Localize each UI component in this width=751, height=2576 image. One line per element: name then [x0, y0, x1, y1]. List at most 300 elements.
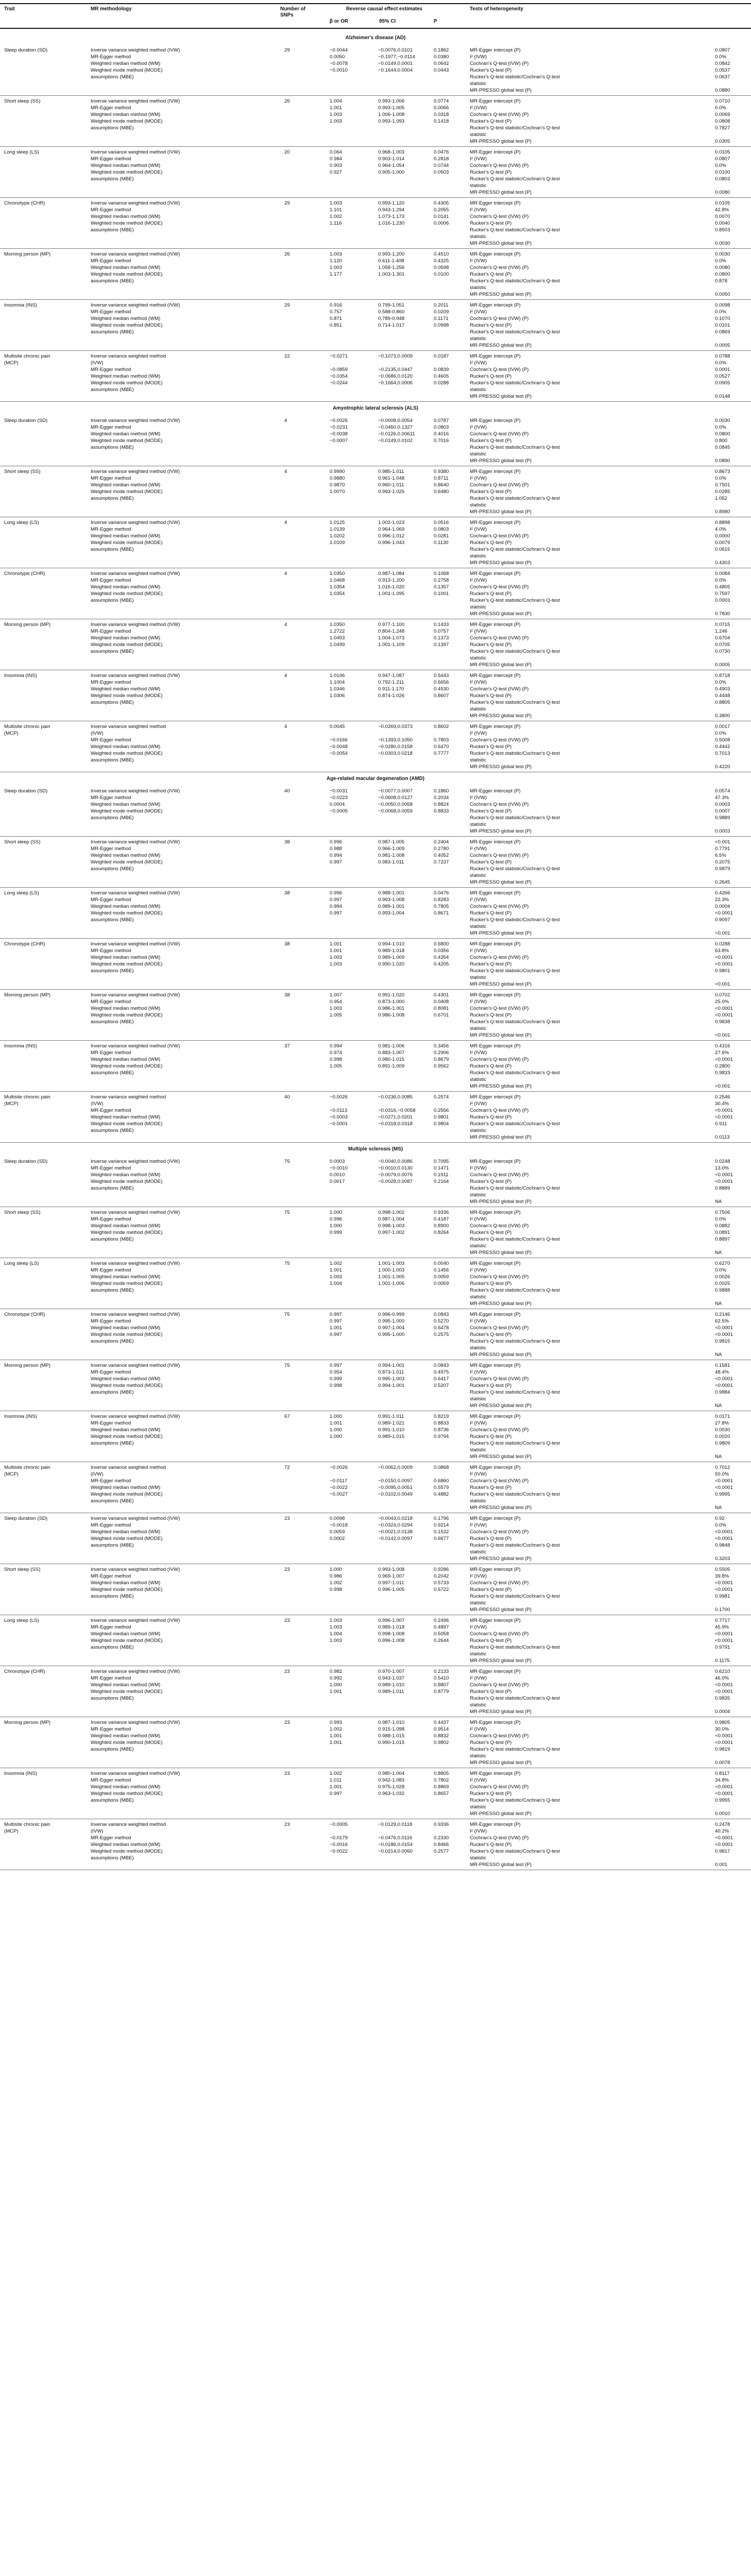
het-value: <0.0001: [715, 1835, 733, 1841]
beta-value: 1.005: [330, 1063, 343, 1069]
beta-value: 1.003: [330, 961, 343, 967]
p-value: 0.1456: [434, 1267, 449, 1273]
p-value: 0.0141: [434, 214, 449, 219]
het-label: I² (IVW): [470, 1216, 487, 1222]
het-label: I² (IVW): [470, 1675, 487, 1681]
het-label: MR-PRESSO global test (P): [470, 394, 532, 399]
het-value: 0.0020: [715, 1434, 730, 1439]
ci-value: 0.994-1.001: [378, 1363, 405, 1368]
het-value: 0.9879: [715, 866, 730, 872]
ci-value: −0.0271,0.0201: [378, 1114, 413, 1120]
col-header-ci: 95% CI: [379, 19, 396, 24]
ci-value: 0.996-1.043: [378, 540, 405, 546]
het-label: MR-PRESSO global test (P): [470, 560, 532, 566]
het-value: <0.0001: [715, 955, 733, 960]
het-value: 0.1700: [715, 1607, 730, 1613]
beta-value: −0.0054: [330, 751, 348, 756]
beta-value: 1.0306: [330, 693, 345, 699]
het-label: Rucker's Q-test (P): [470, 438, 512, 444]
het-value: <0.0001: [715, 1689, 733, 1694]
het-value: <0.0001: [715, 1006, 733, 1011]
method-label: MR-Egger method: [91, 897, 131, 903]
het-value: 0.6704: [715, 635, 730, 641]
beta-value: 1.001: [330, 1689, 343, 1694]
het-label: Cochran's Q-test (IVW) (P): [470, 316, 529, 321]
het-label: I² (IVW): [470, 1471, 487, 1477]
het-label: I² (IVW): [470, 1318, 487, 1324]
method-label: assumptions (MBE): [91, 1594, 134, 1599]
het-value: 0.7830: [715, 611, 730, 617]
trait-label: Morning person (MP): [4, 622, 51, 628]
ci-value: 0.991-1.011: [378, 1414, 404, 1419]
ci-value: 0.993-1.008: [378, 897, 405, 903]
het-label: Cochran's Q-test (IVW) (P): [470, 533, 529, 539]
het-label: Rucker's Q-test statistic/Cochran's Q-test: [470, 751, 560, 756]
method-label: assumptions (MBE): [91, 1440, 134, 1446]
ci-value: 0.988-1.015: [378, 1733, 405, 1739]
method-label: Inverse variance weighted method (IVW): [91, 571, 180, 577]
beta-value: −0.0026: [330, 1094, 348, 1100]
het-label: I² (IVW): [470, 1777, 487, 1783]
beta-value: 1.003: [330, 1274, 343, 1280]
ci-value: 0.883-1.007: [378, 1050, 405, 1056]
method-label: assumptions (MBE): [91, 278, 134, 284]
het-label: Rucker's Q-test statistic/Cochran's Q-test: [470, 445, 560, 450]
method-label: Inverse variance weighted method (IVW): [91, 469, 180, 474]
ci-value: 0.873-1.011: [378, 1369, 404, 1375]
ci-value: 0.997-1.011: [378, 1580, 404, 1586]
ci-value: 0.998-1.003: [378, 1223, 405, 1229]
het-label: MR-PRESSO global test (P): [470, 1607, 532, 1613]
block-divider: [0, 1091, 751, 1092]
method-label: Weighted median method (WM): [91, 431, 161, 437]
snp-count: 4: [284, 622, 287, 628]
het-label: MR-Egger intercept (P): [470, 1618, 521, 1623]
method-label: Inverse variance weighted method (IVW): [91, 1043, 180, 1049]
ci-value: 1.001-1.005: [378, 1274, 405, 1280]
ci-value: −0.0186,0.0154: [378, 1842, 413, 1848]
p-value: 0.8869: [434, 1784, 449, 1790]
het-value: <0.0001: [715, 1631, 733, 1637]
het-value: <0.001: [715, 1083, 730, 1089]
het-label: MR-Egger intercept (P): [470, 788, 521, 794]
method-label: assumptions (MBE): [91, 445, 134, 450]
p-value: 0.0757: [434, 629, 449, 634]
het-label: Rucker's Q-test (P): [470, 1485, 512, 1490]
het-value: <0.0001: [715, 1638, 733, 1643]
p-value: 0.2404: [434, 839, 449, 845]
het-label: statistic: [470, 1549, 486, 1555]
ci-value: −0.0043,0.0218: [378, 1516, 413, 1521]
beta-value: 1.000: [330, 1682, 343, 1688]
beta-value: −0.0001: [330, 1121, 348, 1127]
block-divider: [0, 401, 751, 402]
beta-value: 1.002: [330, 1261, 343, 1266]
het-label: MR-Egger intercept (P): [470, 520, 521, 526]
snp-count: 20: [284, 149, 290, 155]
het-value: 0.0%: [715, 476, 726, 481]
het-value: 0.0079: [715, 540, 730, 546]
het-label: I² (IVW): [470, 1267, 487, 1273]
het-value: 0.0171: [715, 1414, 730, 1419]
het-label: MR-PRESSO global test (P): [470, 879, 532, 885]
ci-value: 0.990-1.015: [378, 1740, 405, 1745]
beta-value: 0.998: [330, 1383, 343, 1388]
block-divider: [0, 197, 751, 198]
het-value: 0.0080: [715, 265, 730, 270]
p-value: 0.4301: [434, 992, 449, 998]
p-value: 0.6860: [434, 1478, 449, 1484]
beta-value: 0.986: [330, 1573, 343, 1579]
method-label: Weighted median method (WM): [91, 1057, 161, 1062]
ci-value: 0.998-1.002: [378, 1210, 405, 1215]
beta-value: 1.001: [330, 1325, 343, 1331]
block-divider: [0, 1142, 751, 1143]
het-label: MR-PRESSO global test (P): [470, 458, 532, 464]
beta-value: −0.0354: [330, 374, 348, 379]
het-label: Cochran's Q-test (IVW) (P): [470, 265, 529, 270]
method-label: Weighted median method (WM): [91, 1223, 161, 1229]
method-label: assumptions (MBE): [91, 1070, 134, 1076]
het-label: Rucker's Q-test statistic/Cochran's Q-test: [470, 1440, 560, 1446]
trait-label: Long sleep (LS): [4, 520, 39, 526]
het-label: Rucker's Q-test (P): [470, 1063, 512, 1069]
het-label: Rucker's Q-test statistic/Cochran's Q-test: [470, 547, 560, 552]
het-value: 0.0288: [715, 941, 730, 947]
beta-value: 0.999: [330, 1376, 343, 1382]
beta-value: −0.0117: [330, 1478, 348, 1484]
beta-value: 1.004: [330, 1631, 343, 1637]
method-label: assumptions (MBE): [91, 547, 134, 552]
method-label: assumptions (MBE): [91, 1855, 134, 1861]
method-label: Inverse variance weighted method (IVW): [91, 1261, 180, 1266]
beta-value: 0.0045: [330, 724, 345, 730]
het-label: Cochran's Q-test (IVW) (P): [470, 1529, 529, 1535]
method-label: Weighted mode method (MODE): [91, 380, 163, 386]
het-label: statistic: [470, 234, 486, 240]
het-label: MR-Egger intercept (P): [470, 1094, 521, 1100]
p-value: 0.2011: [434, 302, 449, 308]
trait-label: Sleep duration (SD): [4, 1516, 48, 1521]
het-value: 40.2%: [715, 1828, 729, 1834]
het-value: 0.4303: [715, 560, 730, 566]
beta-value: 1.0499: [330, 642, 345, 648]
p-value: 0.0443: [434, 67, 449, 73]
het-value: 0.0%: [715, 731, 726, 736]
beta-value: 1.001: [330, 1784, 343, 1790]
beta-value: −0.0859: [330, 367, 348, 372]
het-value: 0.0905: [715, 380, 730, 386]
ci-value: 0.804-1.248: [378, 629, 405, 634]
het-value: 22.3%: [715, 897, 729, 903]
beta-value: 1.116: [330, 221, 342, 226]
p-value: 0.4325: [434, 258, 449, 264]
het-label: Rucker's Q-test statistic/Cochran's Q-test: [470, 1287, 560, 1293]
p-value: 0.0476: [434, 890, 449, 896]
het-value: <0.001: [715, 981, 730, 987]
p-value: 0.4052: [434, 853, 449, 858]
het-label: Rucker's Q-test statistic/Cochran's Q-test: [470, 1747, 560, 1752]
het-label: Rucker's Q-test statistic/Cochran's Q-test: [470, 1594, 560, 1599]
ci-value: 1.003-1.301: [378, 272, 405, 277]
het-value: 0.2075: [715, 859, 730, 865]
p-value: 0.9562: [434, 1063, 449, 1069]
trait-label: Insomnia (INS): [4, 1771, 37, 1776]
ci-value: −0.0028,0.0087: [378, 1179, 413, 1184]
het-label: MR-PRESSO global test (P): [470, 713, 532, 719]
method-label: Weighted mode method (MODE): [91, 1012, 163, 1018]
trait-label: Insomnia (INS): [4, 1043, 37, 1049]
ci-value: 0.943-1.037: [378, 1675, 405, 1681]
ci-value: 0.993-1.008: [378, 1567, 405, 1572]
p-value: 0.2577: [434, 1849, 449, 1854]
het-label: Rucker's Q-test statistic/Cochran's Q-test: [470, 1849, 560, 1854]
ci-value: 0.993-1.120: [378, 200, 405, 206]
snp-count: 4: [284, 418, 287, 423]
method-label: Weighted mode method (MODE): [91, 438, 163, 444]
het-label: Rucker's Q-test (P): [470, 374, 512, 379]
method-label: Weighted mode method (MODE): [91, 67, 163, 73]
method-label: Inverse variance weighted method (IVW): [91, 1669, 180, 1674]
trait-label: (MCP): [4, 360, 19, 366]
het-label: Cochran's Q-test (IVW) (P): [470, 1682, 529, 1688]
het-label: Rucker's Q-test statistic/Cochran's Q-test: [470, 74, 560, 80]
p-value: 0.0408: [434, 999, 449, 1005]
p-value: 0.1911: [434, 1172, 449, 1178]
het-value: <0.0001: [715, 910, 733, 916]
het-label: Rucker's Q-test (P): [470, 642, 512, 648]
het-label: Rucker's Q-test statistic/Cochran's Q-test: [470, 598, 560, 603]
method-label: Weighted mode method (MODE): [91, 1689, 163, 1694]
het-value: 0.0030: [715, 241, 730, 246]
het-value: 0.0730: [715, 649, 730, 654]
het-label: statistic: [470, 1753, 486, 1759]
het-label: Rucker's Q-test statistic/Cochran's Q-test: [470, 496, 560, 501]
ci-value: −0.1073,0.0009: [378, 353, 413, 359]
method-label: (IVW): [91, 731, 104, 736]
method-label: Inverse variance weighted method (IVW): [91, 941, 180, 947]
het-value: 0.0891: [715, 1230, 730, 1235]
het-value: 0.9819: [715, 1747, 730, 1752]
p-value: 0.4510: [434, 251, 449, 257]
ci-value: 0.995-1.000: [378, 1318, 405, 1324]
het-value: NA: [715, 1505, 722, 1511]
het-label: Rucker's Q-test (P): [470, 1434, 512, 1439]
snp-count: 29: [284, 200, 290, 206]
trait-label: Short sleep (SS): [4, 839, 41, 845]
het-label: MR-Egger intercept (P): [470, 302, 521, 308]
beta-value: 0.9870: [330, 482, 345, 488]
het-label: Rucker's Q-test statistic/Cochran's Q-test: [470, 1645, 560, 1650]
het-label: Cochran's Q-test (IVW) (P): [470, 1835, 529, 1841]
ci-value: −0.0021,0.0138: [378, 1529, 413, 1535]
trait-label: Chronotype (CHR): [4, 1312, 45, 1317]
snp-count: 26: [284, 98, 290, 104]
method-label: MR-Egger method: [91, 1726, 131, 1732]
col-header-trait: Trait: [4, 6, 15, 12]
snp-count: 67: [284, 1414, 290, 1419]
ci-value: 0.799-1.051: [378, 302, 405, 308]
method-label: Weighted mode method (MODE): [91, 693, 163, 699]
method-label: (IVW): [91, 360, 104, 366]
het-label: Rucker's Q-test statistic/Cochran's Q-test: [470, 1070, 560, 1076]
p-value: 0.9380: [434, 469, 449, 474]
het-label: statistic: [470, 1804, 486, 1810]
p-value: 0.1860: [434, 788, 449, 794]
ci-value: 0.975-1.028: [378, 1784, 405, 1790]
beta-value: 1.003: [330, 1006, 343, 1011]
beta-value: 0.0017: [330, 1179, 345, 1184]
het-label: statistic: [470, 1077, 486, 1082]
het-label: Rucker's Q-test (P): [470, 1012, 512, 1018]
method-label: Weighted median method (WM): [91, 482, 161, 488]
beta-value: 1.003: [330, 1638, 343, 1643]
het-label: Cochran's Q-test (IVW) (P): [470, 1376, 529, 1382]
method-label: Weighted median method (WM): [91, 904, 161, 909]
het-label: statistic: [470, 1345, 486, 1351]
het-value: <0.0001: [715, 1057, 733, 1062]
het-value: 0.8503: [715, 227, 730, 233]
p-value: 0.1171: [434, 316, 449, 321]
het-value: <0.0001: [715, 1682, 733, 1688]
ci-value: −0.0476,0.0116: [378, 1835, 413, 1841]
het-label: Rucker's Q-test (P): [470, 221, 512, 226]
ci-value: 0.996-0.999: [378, 1312, 405, 1317]
method-label: MR-Egger method: [91, 1050, 131, 1056]
het-value: 0.0050: [715, 292, 730, 297]
het-value: 0.0880: [715, 88, 730, 93]
ci-value: −0.0040,0.0086: [378, 1159, 413, 1164]
het-label: I² (IVW): [470, 578, 487, 583]
het-value: 0.0305: [715, 139, 730, 144]
beta-value: −0.0038: [330, 431, 348, 437]
het-value: 0.0%: [715, 1216, 726, 1222]
method-label: MR-Egger method: [91, 309, 131, 315]
beta-value: −0.0007: [330, 438, 348, 444]
het-value: 0.7013: [715, 751, 730, 756]
het-value: 0.4220: [715, 764, 730, 770]
beta-value: 1.000: [330, 1427, 343, 1433]
trait-label: Insomnia (INS): [4, 673, 37, 679]
ci-value: 0.980-1.015: [378, 1057, 405, 1062]
ci-value: 0.969-1.007: [378, 1573, 405, 1579]
ci-value: 0.988-1.001: [378, 890, 405, 896]
method-label: assumptions (MBE): [91, 387, 134, 393]
het-label: Cochran's Q-test (IVW) (P): [470, 1427, 529, 1433]
method-label: assumptions (MBE): [91, 598, 134, 603]
beta-value: 0.997: [330, 1791, 343, 1797]
p-value: 0.9802: [434, 1740, 449, 1745]
ci-value: −0.0280,0.0158: [378, 744, 413, 750]
ci-value: 1.073-1.173: [378, 214, 405, 219]
het-label: MR-Egger intercept (P): [470, 1516, 521, 1521]
method-label: Weighted mode method (MODE): [91, 859, 163, 865]
beta-value: −0.0231: [330, 425, 348, 430]
het-value: 0.1175: [715, 1658, 730, 1664]
het-value: 0.0842: [715, 61, 730, 66]
p-value: 0.2034: [434, 795, 449, 801]
method-label: MR-Egger method: [91, 258, 131, 264]
beta-value: 0.982: [330, 1669, 343, 1674]
p-value: 0.1130: [434, 540, 449, 546]
het-value: 0.8889: [715, 1185, 730, 1191]
beta-value: 1.003: [330, 1618, 343, 1623]
ci-value: −0.0076,0.0101: [378, 47, 413, 53]
p-value: 0.5733: [434, 1580, 449, 1586]
col-header-heterogeneity: Tests of heterogeneity: [470, 6, 523, 12]
het-label: Rucker's Q-test (P): [470, 272, 512, 277]
p-value: 0.8736: [434, 1427, 449, 1433]
het-label: statistic: [470, 1243, 486, 1249]
beta-value: 1.001: [330, 1267, 343, 1273]
ci-value: −0.0126,0.00611: [378, 431, 415, 437]
het-label: MR-PRESSO global test (P): [470, 509, 532, 515]
p-value: 0.7805: [434, 904, 449, 909]
block-divider: [0, 938, 751, 939]
method-label: Weighted mode method (MODE): [91, 170, 163, 175]
p-value: 0.2644: [434, 1638, 449, 1643]
het-label: statistic: [470, 1498, 486, 1504]
p-value: 0.2906: [434, 1050, 449, 1056]
ci-value: 0.987-1.005: [378, 839, 405, 845]
het-value: NA: [715, 1352, 722, 1358]
het-value: 0.7791: [715, 846, 730, 852]
trait-label: Short sleep (SS): [4, 1210, 41, 1215]
het-value: 0.0537: [715, 67, 730, 73]
method-label: Weighted median method (WM): [91, 955, 161, 960]
ci-value: −0.0318,0.0318: [378, 1121, 413, 1127]
p-value: 0.0380: [434, 54, 449, 60]
p-value: 0.0516: [434, 520, 449, 526]
ci-value: 0.994-1.010: [378, 941, 405, 947]
het-label: MR-Egger intercept (P): [470, 890, 521, 896]
het-label: Cochran's Q-test (IVW) (P): [470, 635, 529, 641]
beta-value: 1.007: [330, 992, 343, 998]
het-label: MR-Egger intercept (P): [470, 1414, 521, 1419]
col-header-p: P: [434, 19, 437, 24]
beta-value: 1.002: [330, 1726, 343, 1732]
beta-value: −0.0026: [330, 1465, 348, 1470]
het-label: MR-Egger intercept (P): [470, 1720, 521, 1725]
beta-value: 1.002: [330, 214, 343, 219]
method-label: assumptions (MBE): [91, 700, 134, 705]
het-value: 0.0%: [715, 258, 726, 264]
method-label: Weighted mode method (MODE): [91, 1536, 163, 1541]
beta-value: 0.994: [330, 904, 343, 909]
beta-value: 1.0146: [330, 673, 345, 679]
het-value: <0.0001: [715, 1325, 733, 1331]
het-value: 0.0715: [715, 622, 730, 628]
snp-count: 23: [284, 1618, 290, 1623]
method-label: Weighted mode method (MODE): [91, 751, 163, 756]
het-label: MR-Egger intercept (P): [470, 622, 521, 628]
het-value: 0.7012: [715, 1465, 730, 1470]
het-value: 0.0845: [715, 445, 730, 450]
ci-value: 0.987-1.084: [378, 571, 405, 577]
p-value: 0.4016: [434, 431, 449, 437]
beta-value: 1.000: [330, 1210, 343, 1215]
method-label: Inverse variance weighted method (IVW): [91, 1363, 180, 1368]
p-value: 0.2780: [434, 846, 449, 852]
ci-value: −0.0142,0.0097: [378, 1536, 413, 1541]
beta-value: −0.0223: [330, 795, 348, 801]
het-label: Rucker's Q-test statistic/Cochran's Q-test: [470, 380, 560, 386]
p-value: 0.0868: [434, 1465, 449, 1470]
het-label: Cochran's Q-test (IVW) (P): [470, 1784, 529, 1790]
beta-value: 0.9990: [330, 469, 345, 474]
ci-value: 0.714-1.017: [378, 323, 405, 328]
het-label: Rucker's Q-test (P): [470, 1281, 512, 1286]
